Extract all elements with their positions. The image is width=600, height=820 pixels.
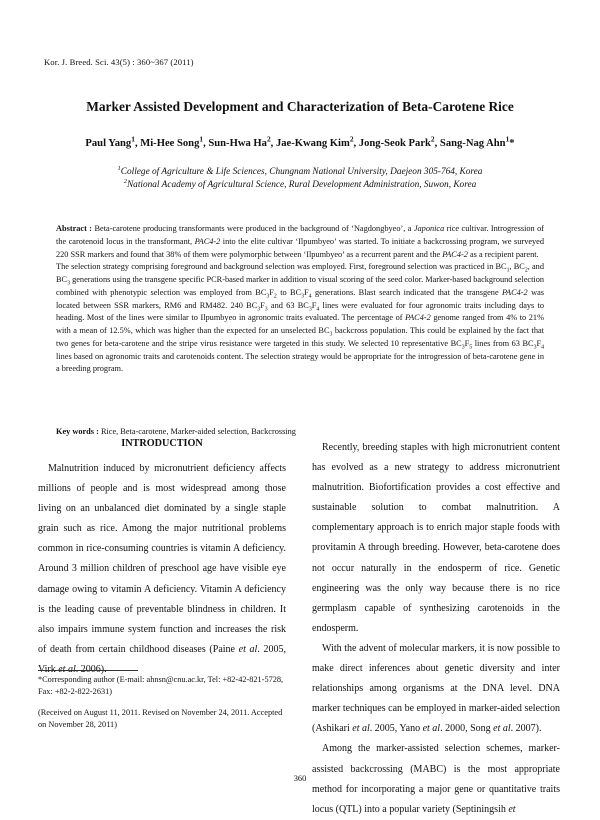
paper-title: Marker Assisted Development and Characterization of Beta-Carotene Rice (86, 99, 514, 114)
abstract-paragraph-2: The selection strategy comprising foreground and background selection was employed. First, foreground selection was practiced in $BC_1$, $BC_2$, and $BC_3$ generations using the transgene specific PCR-based marker in addition to visual scoring of the seed color. Marker-based background selection combined with phenotypic selection was employed from $BC_3F_2$ to $BC_3F_4$ generations. Blast search indicated that the transgene PAC4-2 was located between SSR markers, RM6 and RM482. 240 $BC_3F_3$ and 63 $BC_3F_4$ lines were evaluated for four agronomic traits including days to heading. Most of the lines were similar to Ilpumbyeo in agronomic traits evaluated. The percentage of PAC4-2 genome ranged from 4% to 21% with a mean of 12.5%, which was higher than the expected for an unselected $BC_3$ backcross population. This could be explained by the fact that two genes for beta-carotene and the stripe virus resistance were targeted in this study. We selected 10 representative $BC_3F_5$ lines from 63 $BC_3F_4$ lines based on agronomic traits and carotenoids content. The selection strategy would be appropriate for the introgression of beta-carotene gene in a breeding program. (56, 262, 545, 374)
affiliation-mark: 2 (123, 177, 127, 185)
author-list: Paul Yang$^1$, Mi-Hee Song$^1$, Sun-Hwa Ha$^2$, Jae-Kwang Kim$^2$, Jong-Seok Park$^2$, Sang-Nag Ahn$^1$* (85, 134, 515, 149)
author-affiliation-mark: 1 (505, 134, 510, 144)
keywords-text: Rice, Beta-carotene, Marker-aided selection, Backcrossing (100, 427, 296, 436)
abstract (56, 223, 544, 376)
author-affiliation-mark: 2 (266, 134, 271, 144)
abstract-label: Abstract : (56, 224, 93, 233)
body-paragraph: With the advent of molecular markers, it is now possible to make direct inferences about genetic diversity and inter relationships among organisms at the DNA level. DNA marker techniques can be employed in marker-aided selection (Ashikari et al. 2005, Yano et al. 2000, Song et al. 2007). (312, 642, 560, 735)
affiliation-2: $^2$National Academy of Agricultural Science, Rural Development Administration, Suwon, Korea (123, 177, 477, 190)
author-name: Sang-Nag Ahn (439, 138, 506, 149)
affiliation-1: $^1$College of Agriculture & Life Sciences, Chungnam National University, Daejeon 305-764, Korea (117, 164, 483, 177)
author-name: Jae-Kwang Kim (275, 138, 350, 149)
body-paragraph: Among the marker-assisted selection schemes, marker-assisted backcrossing (MABC) is the most appropriate method for incorporating a major gene or quantitative traits locus (QTL) into a popular variety (Septiningsih et (312, 743, 560, 815)
author-name: Mi-Hee Song (140, 138, 200, 149)
footnote-divider (38, 670, 138, 671)
author-name: Paul Yang (85, 138, 132, 149)
section-heading-introduction: INTRODUCTION (121, 438, 203, 449)
body-paragraph: Malnutrition induced by micronutrient deficiency affects millions of people and is most widespread among those living on an unbalanced diet dominated by a single staple grain such as rice. Among the major nutritional problems common in rice-consuming countries is vitamin A deficiency. Around 3 million children of preschool age have visible eye damage owing to vitamin A deficiency. Vitamin A deficiency is the leading cause of preventable blindness in children. It also impairs immune system function and increases the risk of death from certain childhood diseases (Paine et al. 2005, Virk et al. 2006). (38, 463, 287, 675)
author-name: Jong-Seok Park (358, 138, 431, 149)
author-affiliation-mark: 2 (430, 134, 435, 144)
author-affiliation-mark: 1 (199, 134, 204, 144)
corresponding-author-footnote: *Corresponding author (E-mail: ahnsn@cnu.ac.kr, Tel: +82-42-821-5728, Fax: +82-2-822-2631) (38, 675, 284, 697)
keywords (56, 427, 544, 436)
corresponding-author-mark: * (509, 138, 515, 149)
journal-reference: Kor. J. Breed. Sci. 43(5) : 360~367 (2011) (44, 57, 194, 67)
body-paragraph: Recently, breeding staples with high micronutrient content has evolved as a new strategy to address micronutrient malnutrition. Biofortification provides a cost effective and sustainable solution to combat malnutrition. A complementary approach is to enrich major staple foods with provitamin A through breeding. However, beta-carotene does not occur naturally in the endosperm of rice. Genetic engineering was the only way because there is no rice germplasm capable of synthesizing carotenoids in the endosperm. (312, 442, 560, 634)
right-column (312, 438, 560, 820)
affiliation-mark: 1 (117, 164, 121, 172)
received-dates-footnote: (Received on August 11, 2011. Revised on November 24, 2011. Accepted on November 28, 2011) (38, 708, 283, 730)
author-name: Sun-Hwa Ha (208, 138, 267, 149)
author-affiliation-mark: 2 (349, 134, 354, 144)
page-number: 360 (293, 774, 307, 783)
left-column (38, 438, 286, 680)
abstract-paragraph-1: Abstract : Beta-carotene producing transformants were produced in the background of ‘Nagdongbyeo’, a Japonica rice cultivar. Introgression of the carotenoid locus in the transformant, PAC4-2 into the elite cultivar ‘Ilpumbyeo’ was started. To initiate a backcrossing program, we surveyed 220 SSR markers and found that 38% of them were polymorphic between ‘Ilpumbyeo’ as a recurrent parent and the PAC4-2 as a recipient parent. (56, 224, 545, 259)
keywords-label: Key words : (56, 427, 99, 436)
author-affiliation-mark: 1 (131, 134, 135, 144)
